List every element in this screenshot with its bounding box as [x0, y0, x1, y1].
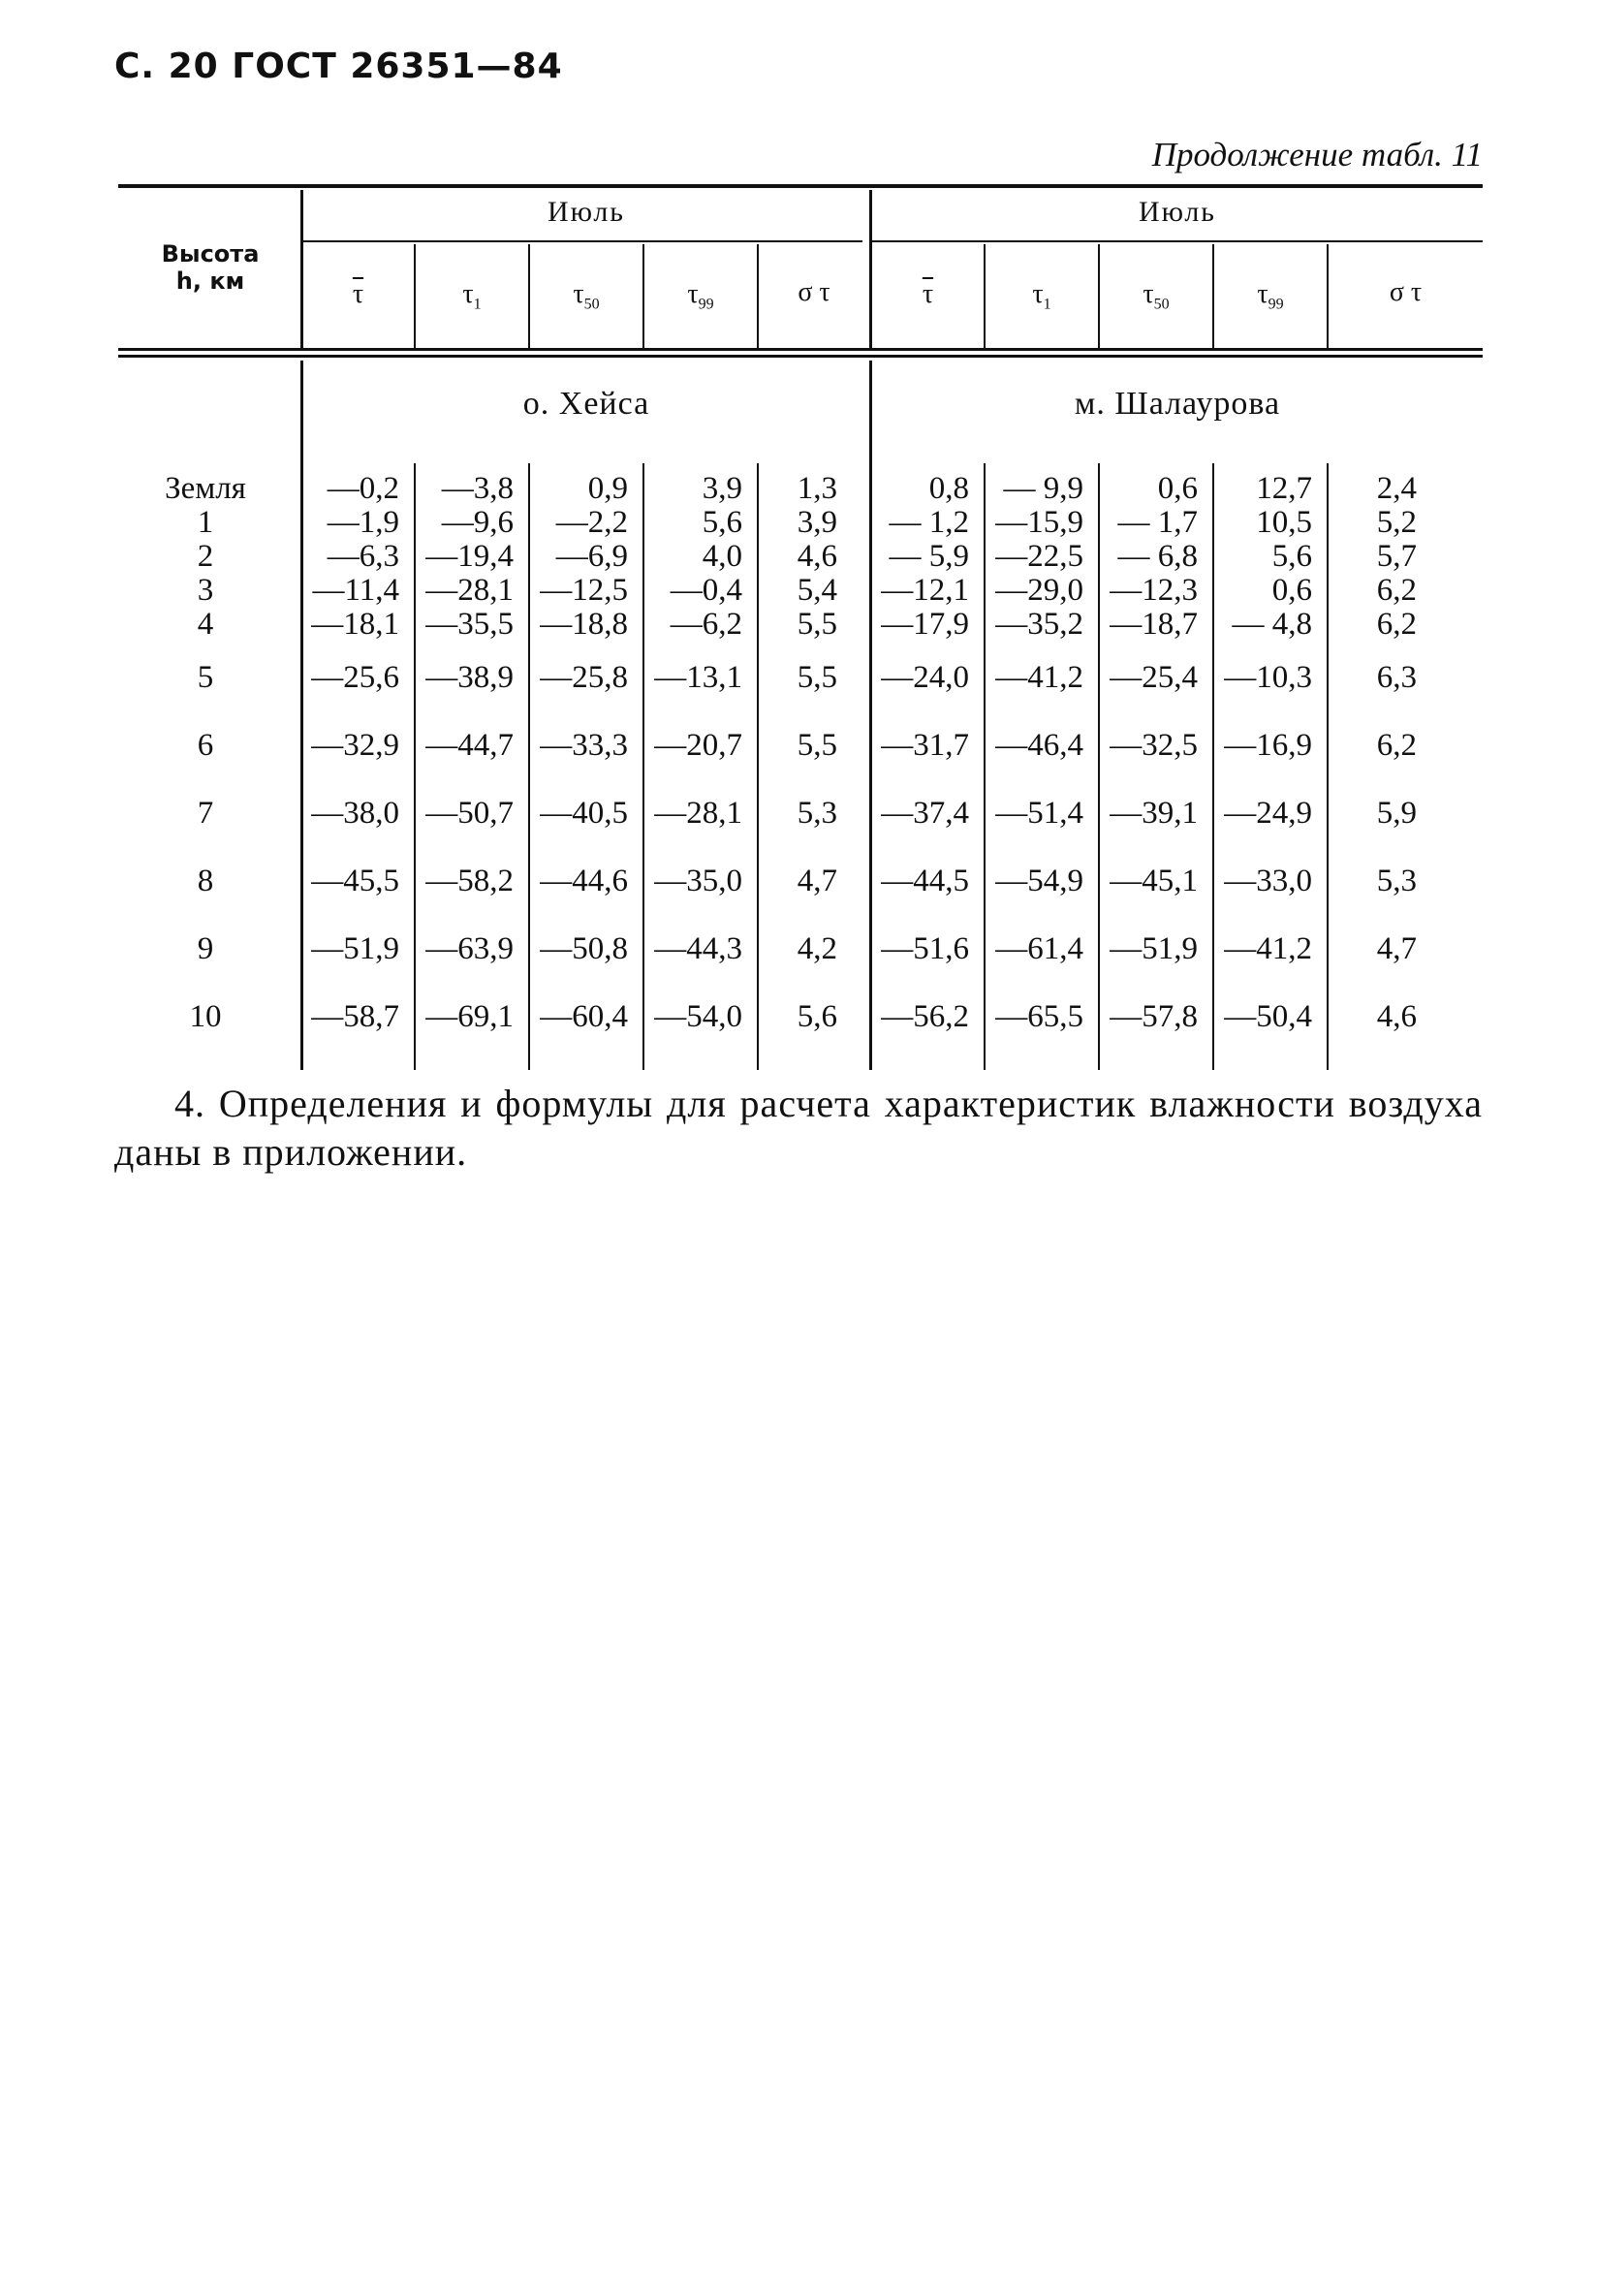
value-cell: —6,3 [327, 539, 399, 574]
value-cell: —46,4 [995, 728, 1083, 763]
col-header-sigma: σ τ [798, 277, 830, 307]
col-header-tau99: $\tau_{99}$ [1257, 279, 1284, 313]
value-cell: —10,3 [1224, 660, 1312, 695]
value-cell: —51,6 [881, 931, 969, 966]
col-header-tau1: $\tau_1$ [1032, 279, 1051, 313]
value-cell: 5,3 [1376, 864, 1417, 898]
col-header-tau50: $\tau_{50}$ [1143, 279, 1170, 313]
value-cell: 5,3 [797, 796, 837, 831]
header-bottom-rule-2 [118, 355, 1483, 358]
value-cell: —13,1 [654, 660, 742, 695]
value-cell: — 5,9 [889, 539, 969, 574]
value-cell: —63,9 [425, 931, 514, 966]
value-cell: —57,8 [1110, 999, 1198, 1034]
value-cell: —33,3 [540, 728, 628, 763]
value-cell: —12,5 [540, 573, 628, 608]
value-cell: —0,4 [670, 573, 742, 608]
value-cell: —35,5 [425, 607, 514, 642]
value-cell: —31,7 [881, 728, 969, 763]
data-table [118, 182, 1483, 1084]
value-cell: — 1,2 [889, 505, 969, 540]
value-cell: 4,7 [1376, 931, 1417, 966]
value-cell: —65,5 [995, 999, 1083, 1034]
value-cell: 4,7 [797, 864, 837, 898]
table-row [118, 931, 1483, 966]
table-row [118, 505, 1483, 540]
value-cell: 5,6 [1271, 539, 1312, 574]
value-cell: —32,9 [311, 728, 399, 763]
value-cell: —25,4 [1110, 660, 1198, 695]
value-cell: 1,3 [797, 471, 837, 506]
value-cell: 5,2 [1376, 505, 1417, 540]
value-cell: —35,2 [995, 607, 1083, 642]
value-cell: 3,9 [702, 471, 742, 506]
height-cell: 2 [197, 539, 214, 574]
value-cell: —35,0 [654, 864, 742, 898]
value-cell: 6,2 [1376, 607, 1417, 642]
value-cell: —6,9 [555, 539, 628, 574]
height-cell: 9 [197, 931, 214, 966]
table-row [118, 539, 1483, 574]
value-cell: 0,6 [1157, 471, 1198, 506]
value-cell: —54,9 [995, 864, 1083, 898]
value-cell: — 6,8 [1117, 539, 1198, 574]
table-continuation-label: Продолжение табл. 11 [1151, 136, 1483, 173]
col-header-sigma: σ τ [1389, 277, 1423, 307]
value-cell: —25,8 [540, 660, 628, 695]
group1-underline [302, 240, 862, 242]
table-row [118, 864, 1483, 898]
value-cell: —32,5 [1110, 728, 1198, 763]
value-cell: —24,9 [1224, 796, 1312, 831]
value-cell: —37,4 [881, 796, 969, 831]
value-cell: —41,2 [995, 660, 1083, 695]
value-cell: 5,9 [1376, 796, 1417, 831]
value-cell: —40,5 [540, 796, 628, 831]
value-cell: —45,1 [1110, 864, 1198, 898]
value-cell: —69,1 [425, 999, 514, 1034]
value-cell: —6,2 [670, 607, 742, 642]
table-row [118, 999, 1483, 1034]
value-cell: 5,5 [797, 607, 837, 642]
value-cell: 0,9 [587, 471, 628, 506]
value-cell: —54,0 [654, 999, 742, 1034]
value-cell: —15,9 [995, 505, 1083, 540]
value-cell: —45,5 [311, 864, 399, 898]
value-cell: —61,4 [995, 931, 1083, 966]
height-cell: 1 [197, 505, 214, 540]
value-cell: 2,4 [1376, 471, 1417, 506]
value-cell: —33,0 [1224, 864, 1312, 898]
station-title-heiss: о. Хейса [522, 386, 650, 422]
value-cell: —56,2 [881, 999, 969, 1034]
table-row [118, 660, 1483, 695]
value-cell: —38,0 [311, 796, 399, 831]
height-cell: 4 [197, 607, 214, 642]
height-cell: 3 [197, 573, 214, 608]
value-cell: —58,2 [425, 864, 514, 898]
value-cell: —50,7 [425, 796, 514, 831]
value-cell: —44,3 [654, 931, 742, 966]
value-cell: — 4,8 [1232, 607, 1312, 642]
value-cell: 4,2 [797, 931, 837, 966]
table-top-rule [118, 184, 1483, 188]
value-cell: —3,8 [441, 471, 514, 506]
value-cell: —9,6 [441, 505, 514, 540]
value-cell: —12,1 [881, 573, 969, 608]
value-cell: —17,9 [881, 607, 969, 642]
table-row [118, 573, 1483, 608]
value-cell: —22,5 [995, 539, 1083, 574]
value-cell: —51,9 [311, 931, 399, 966]
value-cell: —28,1 [425, 573, 514, 608]
col-header-tau-mean: $\overline{\tau}$ [922, 279, 934, 309]
value-cell: 5,5 [797, 660, 837, 695]
col-header-tau1: $\tau_1$ [462, 279, 482, 313]
group2-month: Июль [1139, 196, 1216, 228]
table-row [118, 728, 1483, 763]
value-cell: —50,8 [540, 931, 628, 966]
page-header: С. 20 ГОСТ 26351—84 [114, 47, 563, 86]
group1-month: Июль [548, 196, 625, 228]
height-cell: 10 [189, 999, 222, 1034]
value-cell: 5,4 [797, 573, 837, 608]
value-cell: —58,7 [311, 999, 399, 1034]
col-header-tau50: $\tau_{50}$ [573, 279, 600, 313]
height-cell: 8 [197, 864, 214, 898]
note-paragraph: 4. Определения и формулы для расчета характеристик влажности воздуха даны в приложении. [114, 1082, 1483, 1174]
value-cell: —25,6 [311, 660, 399, 695]
value-cell: 4,0 [702, 539, 742, 574]
value-cell: 5,5 [797, 728, 837, 763]
table-row [118, 607, 1483, 642]
value-cell: —50,4 [1224, 999, 1312, 1034]
value-cell: —44,7 [425, 728, 514, 763]
table-row [118, 796, 1483, 831]
value-cell: —51,4 [995, 796, 1083, 831]
value-cell: —29,0 [995, 573, 1083, 608]
value-cell: —11,4 [312, 573, 399, 608]
value-cell: —20,7 [654, 728, 742, 763]
station-title-shalaurov: м. Шалаурова [1074, 386, 1281, 422]
value-cell: 4,6 [1376, 999, 1417, 1034]
value-cell: 12,7 [1256, 471, 1312, 506]
value-cell: —18,7 [1110, 607, 1198, 642]
value-cell: —16,9 [1224, 728, 1312, 763]
value-cell: 5,6 [797, 999, 837, 1034]
value-cell: 10,5 [1256, 505, 1312, 540]
height-cell: 7 [197, 796, 214, 831]
value-cell: —24,0 [881, 660, 969, 695]
value-cell: —12,3 [1110, 573, 1198, 608]
height-cell: 6 [197, 728, 214, 763]
col-header-tau99: $\tau_{99}$ [687, 279, 714, 313]
col-header-tau-mean: $\overline{\tau}$ [352, 279, 364, 309]
value-cell: —18,8 [540, 607, 628, 642]
value-cell: —19,4 [425, 539, 514, 574]
group2-underline [872, 240, 1483, 242]
value-cell: 6,2 [1376, 573, 1417, 608]
value-cell: 3,9 [797, 505, 837, 540]
value-cell: —39,1 [1110, 796, 1198, 831]
height-cell: Земля [165, 471, 246, 506]
value-cell: —44,5 [881, 864, 969, 898]
value-cell: 6,2 [1376, 728, 1417, 763]
value-cell: 6,3 [1376, 660, 1417, 695]
table-row [118, 471, 1483, 506]
value-cell: —51,9 [1110, 931, 1198, 966]
value-cell: —1,9 [327, 505, 399, 540]
value-cell: —0,2 [327, 471, 399, 506]
value-cell: — 9,9 [1003, 471, 1083, 506]
height-column-header: Высота h, км [161, 240, 260, 295]
value-cell: — 1,7 [1117, 505, 1198, 540]
value-cell: —38,9 [425, 660, 514, 695]
value-cell: —44,6 [540, 864, 628, 898]
value-cell: 5,7 [1376, 539, 1417, 574]
height-cell: 5 [197, 660, 214, 695]
value-cell: 0,8 [928, 471, 969, 506]
value-cell: —41,2 [1224, 931, 1312, 966]
value-cell: —60,4 [540, 999, 628, 1034]
value-cell: 5,6 [702, 505, 742, 540]
value-cell: —2,2 [555, 505, 628, 540]
value-cell: —28,1 [654, 796, 742, 831]
header-bottom-rule-1 [118, 348, 1483, 351]
value-cell: —18,1 [311, 607, 399, 642]
value-cell: 0,6 [1271, 573, 1312, 608]
value-cell: 4,6 [797, 539, 837, 574]
